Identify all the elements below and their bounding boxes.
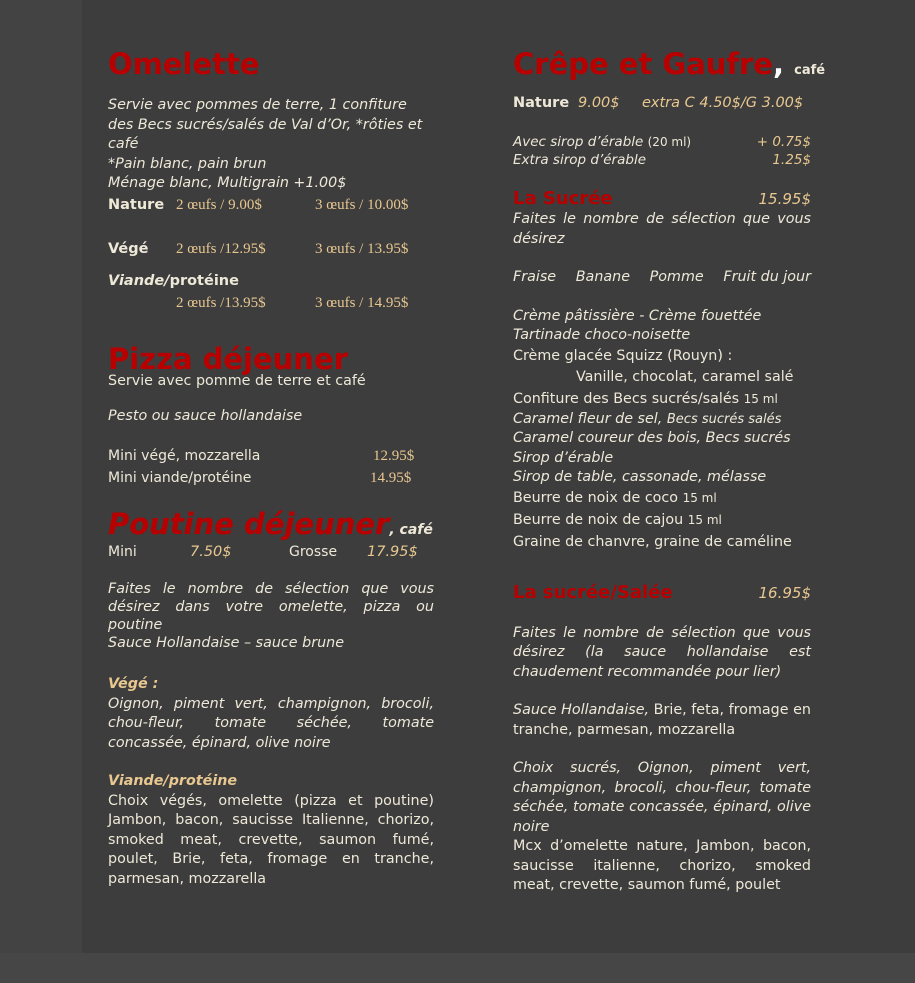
crepe-nature-label: Nature bbox=[513, 95, 570, 111]
omelette-desc-line-3: Ménage blanc, Multigrain +1.00$ bbox=[108, 175, 347, 191]
pizza-item-price-1: 12.95$ bbox=[373, 447, 415, 464]
sucree-glace-flavors: Vanille, chocolat, caramel salé bbox=[576, 368, 794, 385]
pizza-item-price-2: 14.95$ bbox=[370, 469, 412, 486]
sucree-confiture-qty: 15 ml bbox=[743, 391, 778, 406]
omelette-nature-two: 2 œufs / 9.00$ bbox=[176, 196, 262, 213]
poutine-mini-label: Mini bbox=[108, 543, 137, 560]
sucree-caramel-2: Caramel coureur des bois, Becs sucrés bbox=[513, 430, 791, 446]
crepe-sirop-qty: (20 ml) bbox=[647, 135, 692, 149]
crepe-title-comma: , bbox=[773, 47, 785, 81]
sucree-sirop-table: Sirop de table, cassonade, mélasse bbox=[513, 469, 767, 485]
omelette-viande-two: 2 œufs /13.95$ bbox=[176, 294, 266, 311]
sucree-coco bbox=[513, 488, 811, 509]
sucree-desc: Faites le nombre de sélection que vous désirez bbox=[513, 211, 811, 247]
crepe-title bbox=[513, 44, 826, 91]
omelette-viande-three: 3 œufs / 14.95$ bbox=[315, 294, 409, 311]
crepe-sirop-label: Avec sirop d’érable bbox=[513, 134, 644, 150]
omelette-desc-line-2: *Pain blanc, pain brun bbox=[108, 155, 267, 172]
poutine-title-sub: , café bbox=[389, 521, 433, 538]
bottom-margin-panel bbox=[0, 953, 915, 983]
sucree-confiture-text: Confiture des Becs sucrés/salés bbox=[513, 390, 740, 407]
salee-desc: Faites le nombre de sélection que vous désirez (la sauce hollandaise est chaudement recommandée pour lier) bbox=[513, 624, 811, 680]
sucree-cajou-text: Beurre de noix de cajou bbox=[513, 511, 684, 528]
sucree-header bbox=[513, 188, 811, 210]
poutine-viande-title: Viande/protéine bbox=[108, 773, 238, 789]
omelette-vege-two: 2 œufs /12.95$ bbox=[176, 240, 266, 257]
sucree-tartinade: Tartinade choco-noisette bbox=[513, 327, 691, 343]
sucree-caramel-1 bbox=[513, 410, 811, 430]
crepe-extra-sirop-price: 1.25$ bbox=[772, 152, 811, 168]
crepe-title-text: Crêpe et Gaufre bbox=[513, 47, 774, 81]
sucree-fruit-4: Fruit du jour bbox=[723, 269, 811, 285]
omelette-viande-label bbox=[108, 273, 434, 293]
crepe-sirop-price: + 0.75$ bbox=[756, 134, 811, 150]
crepe-sirop-row bbox=[513, 133, 811, 151]
sucree-graine: Graine de chanvre, graine de caméline bbox=[513, 533, 792, 550]
sucree-glace: Crème glacée Squizz (Rouyn) : bbox=[513, 347, 733, 364]
sucree-fruit-3: Pomme bbox=[649, 269, 704, 285]
poutine-vege-list: Oignon, piment vert, champignon, brocoli, chou-fleur, tomate séchée, tomate concassée, épinard, olive noire bbox=[108, 695, 434, 751]
salee-mcx: Mcx d’omelette nature, Jambon, bacon, saucisse italienne, chorizo, smoked meat, crevette, saumon fumé, poulet bbox=[513, 838, 811, 893]
pizza-item-name-1: Mini végé, mozzarella bbox=[108, 447, 261, 464]
omelette-vege-row bbox=[108, 241, 434, 261]
poutine-grosse-price: 17.95$ bbox=[367, 543, 418, 560]
omelette-viande-row bbox=[108, 295, 434, 315]
omelette-vege-three: 3 œufs / 13.95$ bbox=[315, 240, 409, 257]
pizza-title: Pizza déjeuner bbox=[108, 341, 348, 376]
crepe-title-sub: café bbox=[794, 63, 826, 78]
omelette-nature-row bbox=[108, 197, 434, 217]
crepe-extra: extra C 4.50$/G 3.00$ bbox=[642, 95, 804, 111]
pizza-item-row-1 bbox=[108, 448, 434, 468]
salee-choix: Choix sucrés, Oignon, piment vert, champignon, brocoli, chou-fleur, tomate séchée, tomate concassée, épinard, olive noire bbox=[513, 760, 811, 835]
crepe-nature-price: 9.00$ bbox=[578, 95, 620, 111]
omelette-viande-label-rest: protéine bbox=[169, 272, 239, 289]
omelette-desc bbox=[108, 96, 434, 194]
poutine-viande-list: Choix végés, omelette (pizza et poutine) Jambon, bacon, saucisse Italienne, chorizo, smoked meat, crevette, saumon fumé, poulet, Brie, feta, fromage en tranche, parmesan, mozzarella bbox=[108, 792, 434, 887]
poutine-price-row bbox=[108, 544, 434, 564]
poutine-grosse-label: Grosse bbox=[289, 543, 338, 560]
crepe-extra-sirop-row bbox=[513, 151, 811, 169]
sucree-sirop: Sirop d’érable bbox=[513, 449, 614, 466]
sucree-price: 15.95$ bbox=[758, 190, 811, 208]
pizza-item-row-2 bbox=[108, 470, 434, 490]
right-column bbox=[513, 44, 826, 896]
pizza-sauce: Pesto ou sauce hollandaise bbox=[108, 408, 303, 424]
sucree-caramel-1-a: Caramel fleur de sel, bbox=[513, 410, 663, 427]
poutine-vege-title: Végé : bbox=[108, 676, 159, 692]
omelette-nature-label: Nature bbox=[108, 196, 165, 213]
sucree-caramel-1-b: Becs sucrés salés bbox=[666, 411, 782, 427]
omelette-desc-line-1: Servie avec pommes de terre, 1 confiture des Becs sucrés/salés de Val d’Or, *rôties et café bbox=[108, 97, 423, 152]
sucree-cajou bbox=[513, 509, 811, 531]
poutine-desc: Faites le nombre de sélection que vous désirez dans votre omelette, pizza ou poutine bbox=[108, 580, 434, 633]
sucree-fruits bbox=[513, 268, 811, 288]
pizza-item-name-2: Mini viande/protéine bbox=[108, 469, 252, 486]
crepe-nature-row bbox=[513, 95, 811, 115]
salee-title: La sucrée/Salée bbox=[513, 581, 673, 603]
sucree-fruit-2: Banane bbox=[575, 269, 630, 285]
sucree-coco-qty: 15 ml bbox=[682, 490, 717, 505]
sucree-coco-text: Beurre de noix de coco bbox=[513, 489, 679, 506]
left-margin-panel bbox=[0, 0, 82, 983]
sucree-title: La Sucrée bbox=[513, 188, 613, 209]
sucree-confiture bbox=[513, 388, 811, 410]
salee-fromages-rest: Brie, feta, fromage en tranche, parmesan, mozzarella bbox=[513, 702, 811, 738]
poutine-title-text: Poutine déjeuner bbox=[108, 506, 390, 541]
salee-price: 16.95$ bbox=[758, 583, 811, 602]
salee-fromages bbox=[513, 701, 811, 740]
omelette-viande-label-italic: Viande/ bbox=[108, 272, 170, 289]
pizza-desc: Servie avec pomme de terre et café bbox=[108, 372, 366, 389]
sucree-creme: Crème pâtissière - Crème fouettée bbox=[513, 307, 762, 324]
sucree-cajou-qty: 15 ml bbox=[687, 512, 722, 527]
sucree-fruit-1: Fraise bbox=[513, 269, 557, 285]
crepe-extra-sirop-label: Extra sirop d’érable bbox=[513, 152, 646, 168]
left-column bbox=[108, 44, 434, 889]
omelette-vege-label: Végé bbox=[108, 240, 149, 257]
salee-header bbox=[513, 582, 811, 604]
salee-fromages-italic: Sauce Hollandaise, bbox=[513, 702, 650, 718]
poutine-mini-price: 7.50$ bbox=[190, 543, 232, 560]
omelette-title: Omelette bbox=[108, 47, 260, 81]
omelette-nature-three: 3 œufs / 10.00$ bbox=[315, 196, 409, 213]
poutine-sauce: Sauce Hollandaise – sauce brune bbox=[108, 634, 344, 651]
